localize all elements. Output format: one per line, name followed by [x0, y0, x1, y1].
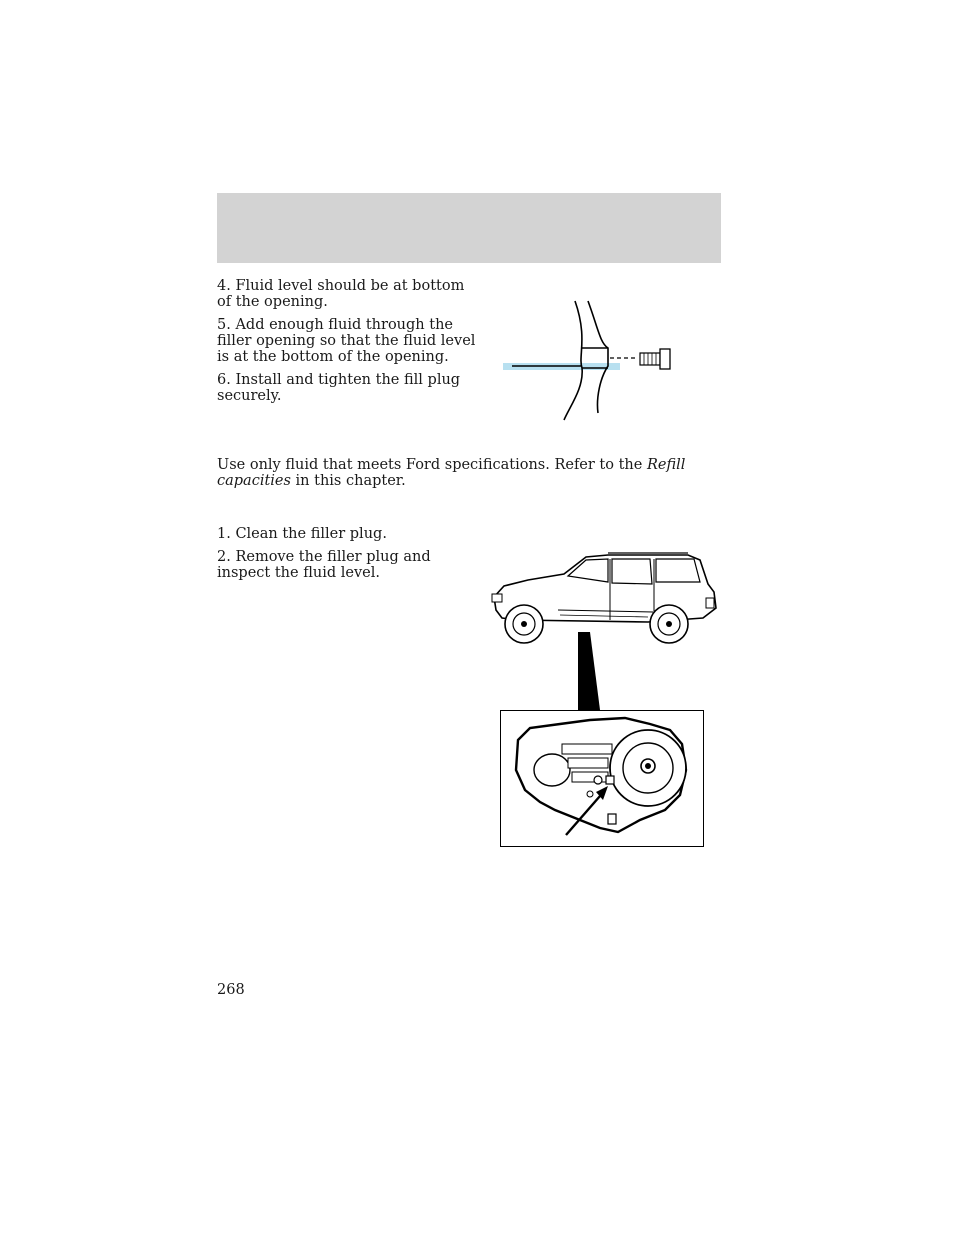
step-2-text: 2. Remove the filler plug and inspect the fluid level.: [217, 549, 431, 581]
fluid-spec-note: [217, 457, 687, 489]
note-text-end: in this chapter.: [290, 473, 406, 489]
inspection-steps-list: [217, 526, 447, 588]
refill-capacities-reference: Refill capacities: [217, 457, 686, 489]
step-4-text: 4. Fluid level should be at bottom of the opening.: [217, 278, 465, 310]
vehicle-side-illustration: [488, 552, 720, 716]
fill-steps-list: [217, 278, 477, 411]
note-text-start: Use only fluid that meets Ford specifications. Refer to the: [217, 457, 647, 473]
fill-plug-illustration: [500, 298, 680, 427]
transfer-case-illustration: [500, 710, 704, 851]
step-5-text: 5. Add enough fluid through the filler opening so that the fluid level is at the bottom of the opening.: [217, 317, 476, 365]
step-6-text: 6. Install and tighten the fill plug securely.: [217, 372, 461, 404]
step-1-text: 1. Clean the filler plug.: [217, 526, 387, 542]
section-header-band: [217, 193, 721, 263]
page-number: 268: [217, 982, 245, 998]
